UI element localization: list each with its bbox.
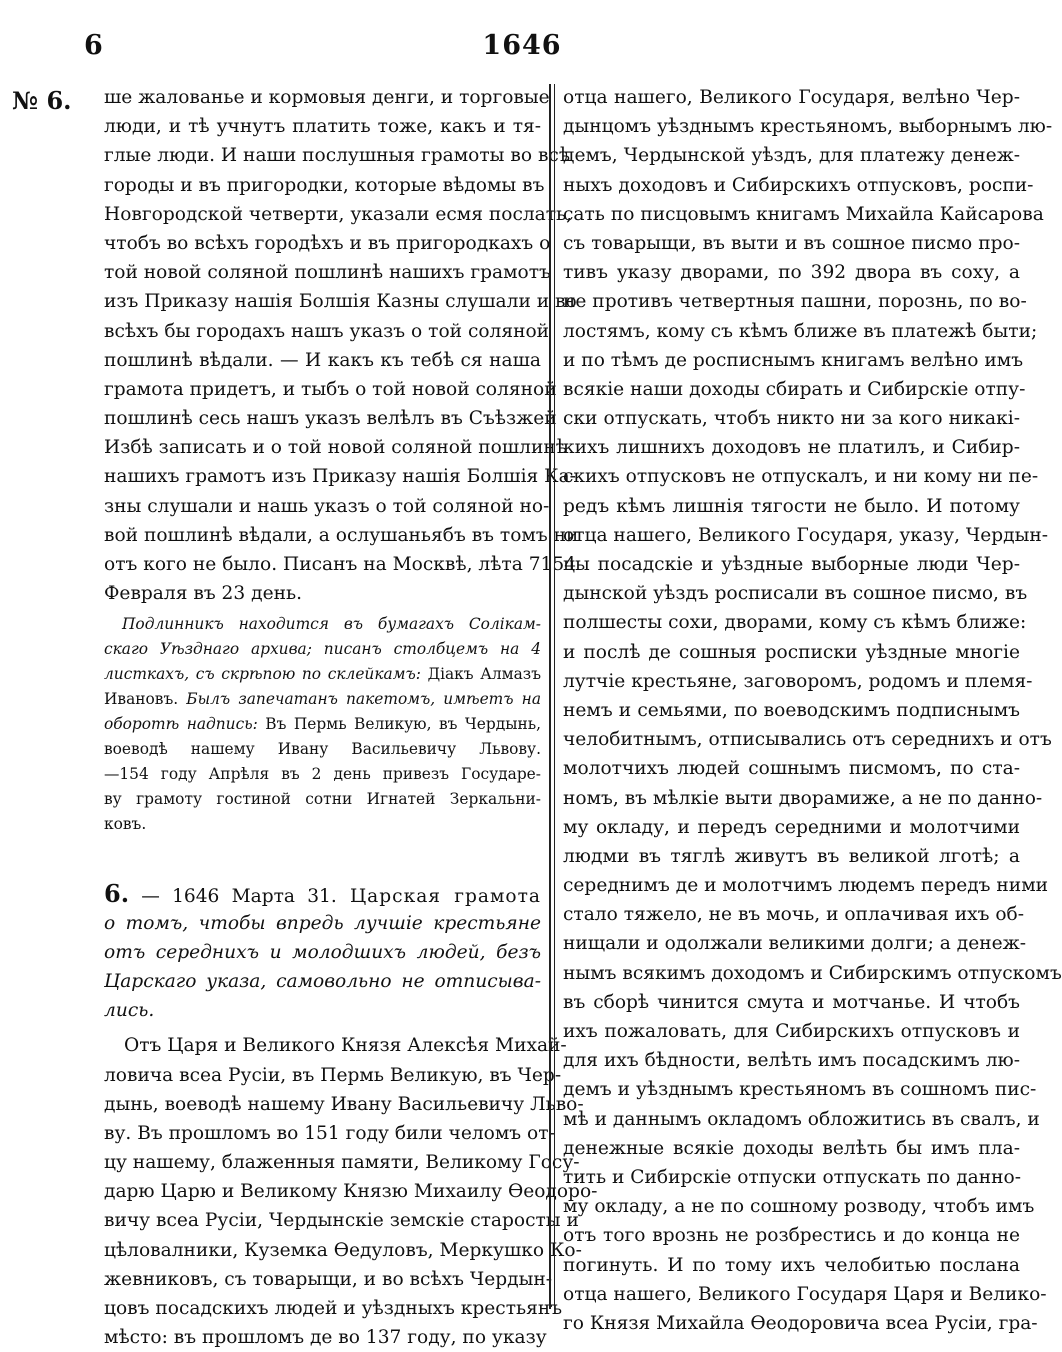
document-entry-heading <box>104 879 541 1025</box>
text-line: погинуть. И по тому ихъ челобитью послана <box>563 1254 1020 1276</box>
text-line: мѣ и даннымъ окладомъ обложитись въ свалъ, и <box>563 1108 1040 1130</box>
running-header-year: 1646 <box>482 30 562 61</box>
text-line: той новой соляной пошлинѣ нашихъ грамотъ <box>104 262 551 284</box>
text-line: ловича всеа Русіи, въ Пермь Великую, въ Чер- <box>104 1064 562 1086</box>
text-line: тить и Сибирскіе отпуски отпускать по данно- <box>563 1166 1022 1188</box>
text-line: номъ, въ мѣлкіе выти дворамиже, а не по данно- <box>563 787 1043 809</box>
text-line: отца нашего, Великого Государя Царя и Велико- <box>563 1283 1047 1305</box>
text-line: молотчихъ людей сошнымъ писмомъ, по ста- <box>563 758 1020 780</box>
text-line: отца нашего, Великого Государя, велѣно Чер- <box>563 87 1020 108</box>
text-line: цѣловалники, Куземка Ѳедуловъ, Меркушко Ко- <box>104 1239 582 1261</box>
note-line <box>104 737 541 762</box>
right-column <box>563 83 1062 1338</box>
entry-title-line: отъ середнихъ и молодшихъ людей, безъ <box>104 941 541 963</box>
text-line: ныхъ доходовъ и Сибирскихъ отпусковъ, роспи- <box>563 174 1034 196</box>
text-line: съ товарыщи, въ выти и въ сошное писмо про- <box>563 232 1020 254</box>
text-line: въ сборѣ чинится смута и мотчанье. И чтобъ <box>563 991 1020 1013</box>
text-line: лутчіе крестьяне, заговоромъ, родомъ и племя- <box>563 670 1033 692</box>
text-line: дынь, воеводѣ нашему Ивану Васильевичу Льво- <box>104 1093 584 1115</box>
text-line: ски отпускать, чтобъ никто ни за кого никакі- <box>563 408 1020 430</box>
text-line: чтобъ во всѣхъ городѣхъ и въ пригородкахъ о <box>104 232 551 254</box>
text-line: ихъ пожаловать, для Сибирскихъ отпусковъ и <box>563 1021 1020 1042</box>
document-marker: № 6. <box>12 86 72 115</box>
note-italic-text: Былъ запечатанъ пакетомъ, имѣетъ на <box>178 690 541 709</box>
text-line: мѣсто: въ прошломъ де во 137 году, по указу <box>104 1327 547 1349</box>
text-line: не противъ четвертныя пашни, порознь, по во- <box>563 291 1027 313</box>
text-line: Новгородской четверти, указали есмя послать, <box>104 203 573 225</box>
text-line: цы посадскіе и уѣздные выборные люди Чер- <box>563 554 1020 575</box>
text-line: цовъ посадскихъ людей и уѣздныхъ крестьянъ <box>104 1298 563 1319</box>
note-line <box>104 762 541 787</box>
text-line: дынской уѣздъ росписали въ сошное писмо, въ <box>563 583 1028 605</box>
page-number: 6 <box>84 30 103 61</box>
document-body-text <box>104 1031 598 1352</box>
text-line: дынцомъ уѣзднымъ крестьяномъ, выборнымъ лю- <box>563 116 1053 138</box>
text-line: немъ и семьями, по воеводскимъ подписнымъ <box>563 699 1020 721</box>
note-roman-text: Въ Пермь Великую, въ Чердынь, <box>257 715 541 734</box>
note-roman-text: воеводѣ нашему Ивану Васильевичу Львову. <box>104 740 541 759</box>
text-line: жевниковъ, съ товарыщи, и во всѣхъ Чердын- <box>104 1268 553 1290</box>
text-line: го Князя Михайла Ѳеодоровича всеа Русіи, гра- <box>563 1312 1038 1334</box>
left-column-continuation-text <box>104 83 579 608</box>
note-line <box>104 687 541 712</box>
note-line <box>104 612 541 637</box>
text-line: нымъ всякимъ доходомъ и Сибирскимъ отпускомъ <box>563 962 1062 984</box>
entry-number: 6. <box>104 879 130 909</box>
text-line: стало тяжело, не въ мочь, и оплачивая ихъ об- <box>563 904 1025 926</box>
text-line: ше жалованье и кормовыя денги, и торговые <box>104 87 550 108</box>
text-line: всякіе наши доходы сбирать и Сибирскіе отпу- <box>563 378 1026 400</box>
entry-title <box>104 909 541 1026</box>
text-line: тивъ указу дворами, по 392 двора въ соху, а <box>563 262 1020 284</box>
text-line: вой пошлинѣ вѣдали, а ослушаньябъ въ томъ ни <box>104 524 579 546</box>
note-roman-text: ву грамоту гостиной сотни Игнатей Зеркальни- <box>104 790 541 809</box>
note-line <box>104 637 541 662</box>
text-line: нищали и одолжали великими долги; а денеж- <box>563 933 1026 955</box>
text-line: Избѣ записать и о той новой соляной пошлинѣ <box>104 437 567 459</box>
text-line: вичу всеа Русіи, Чердынскіе земскіе старосты и <box>104 1210 579 1232</box>
text-line: му окладу, и передъ середними и молотчими <box>563 816 1020 838</box>
text-line: дарю Царю и Великому Князю Михаилу Ѳеодоро- <box>104 1181 598 1203</box>
text-line: пошлинѣ сесь нашъ указъ велѣлъ въ Съѣзжей <box>104 408 557 430</box>
left-column <box>104 83 598 1352</box>
archival-note <box>104 612 541 837</box>
text-line: челобитнымъ, отписывались отъ середнихъ и отъ <box>563 729 1052 751</box>
text-line: денежные всякіе доходы велѣть бы имъ пла- <box>563 1137 1020 1159</box>
text-line: отца нашего, Великого Государя, указу, Чердын- <box>563 524 1049 546</box>
text-line: полшесты сохи, дворами, кому съ кѣмъ ближе: <box>563 612 1027 634</box>
note-roman-text: Ивановъ. <box>104 690 179 709</box>
entry-title-line: лись. <box>104 1000 155 1022</box>
right-column-text <box>563 83 1062 1338</box>
text-line: демъ и уѣзднымъ крестьяномъ въ сошномъ пис- <box>563 1079 1037 1101</box>
text-line: отъ кого не было. Писанъ на Москвѣ, лѣта 7154 <box>104 554 577 575</box>
note-roman-text: —154 году Апрѣля въ 2 день привезъ Государе- <box>104 765 541 784</box>
text-line: городы и въ пригородки, которые вѣдомы въ <box>104 174 545 196</box>
text-line: и послѣ де сошныя росписки уѣздные многіе <box>563 641 1020 663</box>
note-italic-text: скаго Уѣзднаго архива; писанъ столбцемъ на 4 <box>104 640 541 659</box>
entry-date: — 1646 Марта 31. <box>129 886 337 908</box>
text-line: глые люди. И наши послушныя грамоты во всѣ <box>104 145 571 167</box>
entry-title-line: Царскаго указа, самовольно не отписыва- <box>104 970 541 992</box>
note-italic-text: оборотѣ надпись: <box>104 715 258 734</box>
note-line <box>104 662 541 687</box>
text-line: зны слушали и нашь указъ о той соляной но- <box>104 495 550 517</box>
text-line: пошлинѣ вѣдали. — И какъ къ тебѣ ся наша <box>104 349 541 371</box>
note-line <box>104 787 541 812</box>
text-line: цу нашему, блаженныя памяти, Великому Госу- <box>104 1152 580 1174</box>
note-line <box>104 712 541 737</box>
column-divider <box>549 84 555 1309</box>
text-line: изъ Приказу нашія Болшія Казны слушали и во <box>104 291 577 313</box>
text-line: для ихъ бѣдности, велѣть имъ посадскимъ лю- <box>563 1050 1020 1072</box>
text-line: грамота придетъ, и тыбъ о той новой соляной <box>104 378 557 400</box>
text-line: всѣхъ бы городахъ нашъ указъ о той соляной <box>104 320 550 342</box>
entry-caption: Царская грамота <box>336 886 541 908</box>
text-line: люди, и тѣ учнутъ платить тоже, какъ и тя- <box>104 116 541 138</box>
text-line: Февраля въ 23 день. <box>104 583 303 605</box>
text-line: ву. Въ прошломъ во 151 году били челомъ от- <box>104 1122 555 1144</box>
entry-heading-line <box>104 879 541 908</box>
text-line: скихъ отпусковъ не отпускалъ, и ни кому ни пе- <box>563 466 1039 488</box>
text-line: и по тѣмъ де росписнымъ книгамъ велѣно имъ <box>563 349 1024 371</box>
text-line: сать по писцовымъ книгамъ Михайла Кайсарова <box>563 203 1044 225</box>
text-line: середнимъ де и молотчимъ людемъ передъ ними <box>563 875 1049 897</box>
note-italic-text: Подлинникъ находится въ бумагахъ Солікам- <box>122 615 541 634</box>
note-italic-text: листкахъ, съ скрѣпою по склейкамъ: <box>104 665 421 684</box>
text-line: лостямъ, кому съ кѣмъ ближе въ платежѣ быти; <box>563 320 1038 342</box>
text-line: кихъ лишнихъ доходовъ не платилъ, и Сибир- <box>563 437 1020 459</box>
text-line: людми въ тяглѣ живутъ въ великой лготѣ; а <box>563 845 1020 867</box>
entry-title-line: о томъ, чтобы впредь лучшіе крестьяне <box>104 912 541 934</box>
note-line <box>104 812 541 837</box>
note-roman-text: ковъ. <box>104 815 147 834</box>
note-roman-text: Діакъ Алмазъ <box>420 665 541 684</box>
text-line: Отъ Царя и Великого Князя Алексѣя Михай- <box>124 1035 567 1057</box>
text-line: редъ кѣмъ лишнія тягости не было. И потому <box>563 495 1020 517</box>
text-line: нашихъ грамотъ изъ Приказу нашія Болшія Ка- <box>104 466 576 488</box>
text-line: отъ того врознь не розбрестись и до конца не <box>563 1225 1020 1247</box>
text-line: му окладу, а не по сошному розводу, чтобъ имъ <box>563 1196 1035 1218</box>
text-line: демъ, Чердынской уѣздъ, для платежу денеж- <box>563 145 1020 167</box>
